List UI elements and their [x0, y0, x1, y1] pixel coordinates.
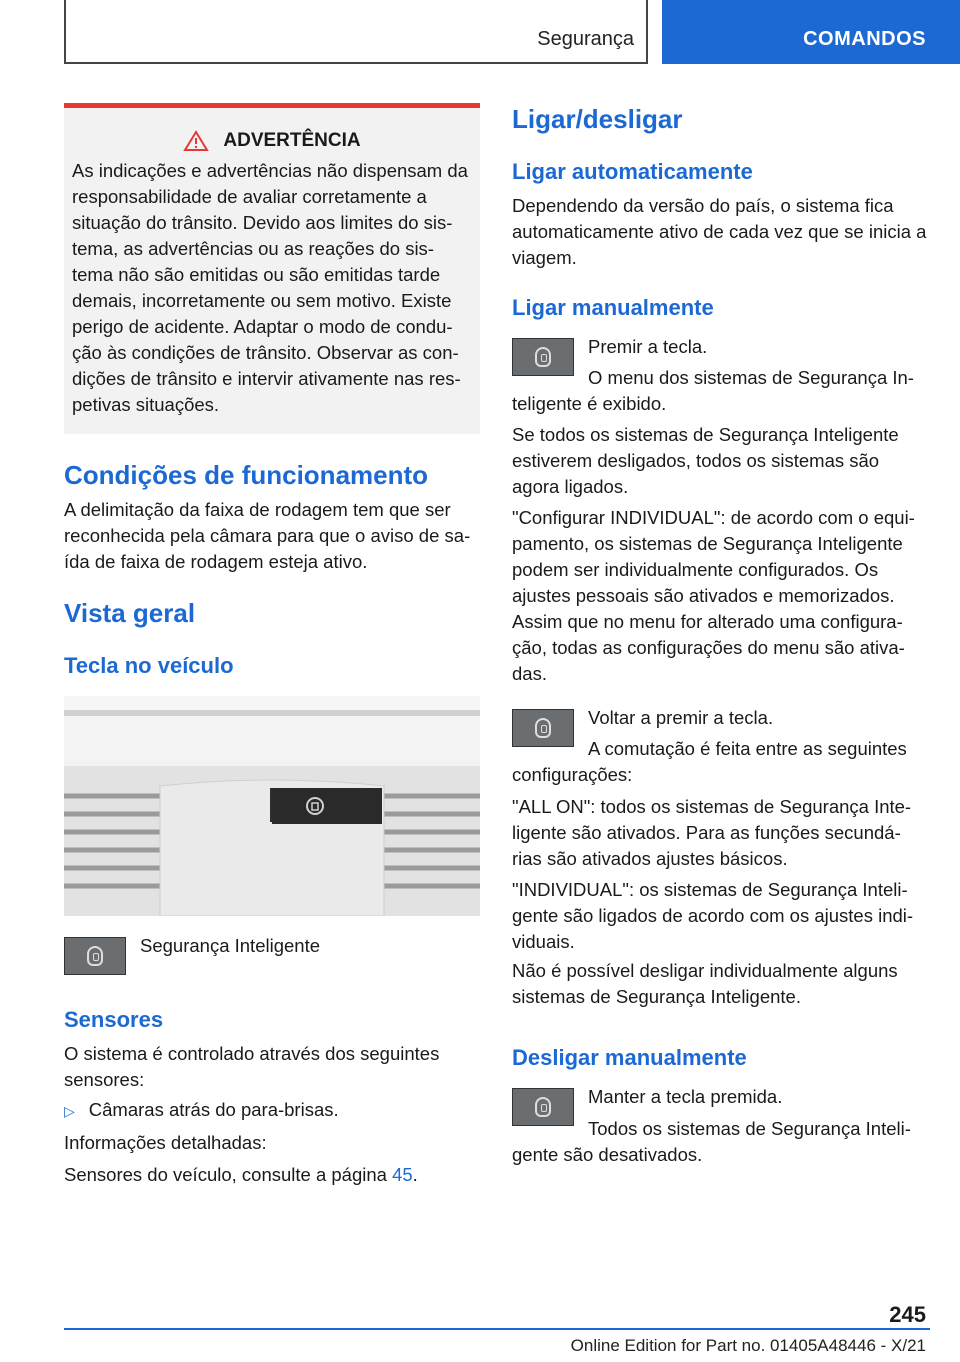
- toggle-text: A comutação é feita entre as seguintes configurações:: [512, 738, 907, 785]
- bullet-triangle-icon: ▷: [64, 1103, 75, 1119]
- header-chapter-label: COMANDOS: [803, 28, 926, 50]
- header-chapter-tab: [662, 0, 960, 64]
- not-possible-text: Não é possível desligar individualmente alguns sistemas de Segurança Inteligente.: [512, 960, 898, 1007]
- car-safety-icon: [535, 347, 551, 367]
- sensors-heading: Sensores: [64, 1007, 164, 1032]
- car-safety-icon: [535, 718, 551, 738]
- sensors-text: O sistema é controlado através dos seguintes sensores:: [64, 1043, 440, 1090]
- edition-text: Online Edition for Part no. 01405A48446 - X/21: [570, 1336, 926, 1355]
- warning-box: [64, 103, 480, 434]
- page-number: 245: [889, 1302, 926, 1327]
- auto-heading: Ligar automaticamente: [512, 159, 753, 184]
- all-on-text: "ALL ON": todos os sistemas de Segurança Inte-ligente são ativados. Para as funções secundá-rias são ativados ajustes básicos.: [512, 796, 912, 869]
- sensors-bullet: [64, 1097, 480, 1124]
- button-heading: Tecla no veículo: [64, 653, 234, 678]
- warning-triangle-icon: [183, 130, 209, 152]
- car-safety-icon: [87, 946, 103, 966]
- conditions-heading: Condições de funcionamento: [64, 460, 429, 490]
- details-label: Informações detalhadas:: [64, 1132, 267, 1153]
- hold-key-text: Manter a tecla premida.: [588, 1086, 783, 1107]
- deactivated-text: Todos os sistemas de Segurança Inteli-gente são desativados.: [512, 1118, 911, 1165]
- page-link[interactable]: 45: [392, 1164, 413, 1185]
- details-ref-prefix: Sensores do veículo, consulte a página: [64, 1164, 393, 1185]
- car-safety-icon: [535, 1097, 551, 1117]
- manual-on-heading: Ligar manualmente: [512, 295, 714, 320]
- individual2-text: "INDIVIDUAL": os sistemas de Segurança Inteli-gente são ligados de acordo com os ajustes indi-viduais.: [512, 879, 914, 952]
- intelligent-safety-button-icon: [64, 937, 126, 975]
- header-section-tab: [64, 0, 648, 64]
- header-section-label: Segurança: [537, 28, 634, 50]
- individual-text: "Configurar INDIVIDUAL": de acordo com o equi-pamento, os sistemas de Segurança Inteligente podem ser individualmente configurados. Os ajustes pessoais são ativados e memorizados. Assim que no menu for alterado uma configura-ção, todas as configurações do menu são ativa-das.: [512, 507, 915, 684]
- overview-heading: Vista geral: [64, 598, 196, 628]
- footer-divider: [64, 1328, 930, 1330]
- press-key-text: Premir a tecla.: [588, 336, 708, 357]
- details-reference: [64, 1162, 480, 1188]
- onoff-heading: Ligar/desligar: [512, 104, 683, 134]
- vehicle-button-photo: [64, 696, 480, 916]
- all-off-text: Se todos os sistemas de Segurança Inteligente estiverem desligados, todos os sistemas são agora ligados.: [512, 424, 899, 497]
- menu-shown-text: O menu dos sistemas de Segurança In-teligente é exibido.: [512, 367, 914, 414]
- warning-text: As indicações e advertências não dispensam da responsabilidade de avaliar corretamente a situação do trânsito. Devido aos limites do sis-tema, as advertências ou as reações do sis-tema não são emitidas ou são emitidas tarde demais, incorretamente ou sem motivo. Existe perigo de acidente. Adaptar o modo de condu-ção às condições de trânsito. Observar as con-dições de trânsito e intervir ativamente nas res-petivas situações.: [72, 160, 468, 415]
- auto-text: Dependendo da versão do país, o sistema fica automaticamente ativo de cada vez que se inicia a viagem.: [512, 195, 927, 268]
- press-again-text: Voltar a premir a tecla.: [588, 707, 774, 728]
- sensors-bullet-text: Câmaras atrás do para-brisas.: [88, 1099, 339, 1120]
- details-ref-suffix: .: [412, 1164, 418, 1185]
- dashboard-image: [64, 696, 480, 916]
- manual-off-heading: Desligar manualmente: [512, 1045, 747, 1070]
- conditions-text: A delimitação da faixa de rodagem tem que ser reconhecida pela câmara para que o aviso de sa-ída de faixa de rodagem esteja ativo.: [64, 499, 471, 572]
- warning-title-text: ADVERTÊNCIA: [223, 130, 361, 151]
- warning-title: [72, 130, 472, 152]
- button-caption: Segurança Inteligente: [140, 935, 320, 956]
